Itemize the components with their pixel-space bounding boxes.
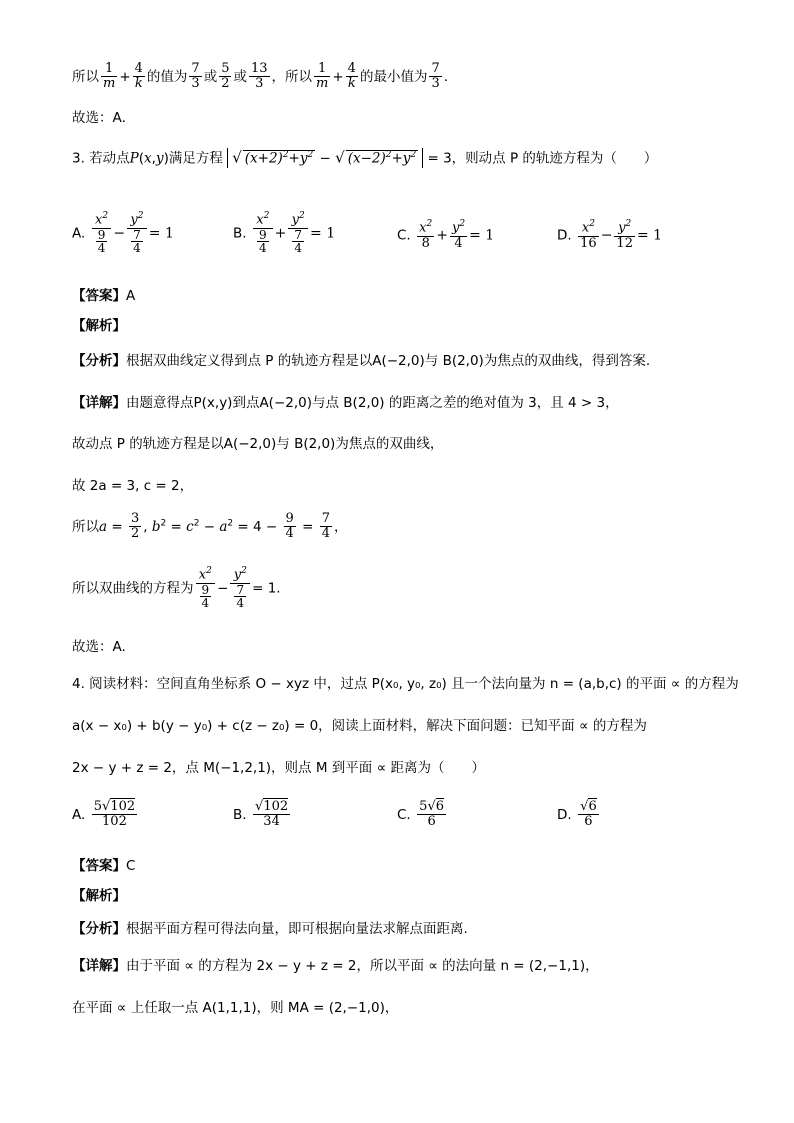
option-4b[interactable]: B. $\frac{√102}{34}$ [233, 799, 289, 830]
option-4d[interactable]: D. $\frac{√6}{6}$ [557, 799, 597, 830]
fenxi-3: 【分析】根据双曲线定义得到点 P 的轨迹方程是以A(−2,0)与 B(2,0)为焦点的双曲线，得到答案. [72, 353, 651, 369]
option-3d[interactable]: D. $\frac{x^2}{16}$ − $\frac{y^2}{12}$ = 1 [557, 219, 663, 251]
xiangjie-3-4: 所以a = $\frac{3}{2}$ , $b^2 = c^2 - a^2 = 4$ − $\frac{9}{4}$ = $\frac{7}{4}$ ， [72, 511, 348, 542]
option-3c[interactable]: C. $\frac{x^2}{8}$ + $\frac{y^2}{4}$ = 1 [397, 219, 495, 251]
option-3b[interactable]: B. $\frac{x^2}{\frac{9}{4}}$ + $\frac{y^2}{\frac{7}{4}}$ = 1 [233, 211, 336, 256]
answer-3-final: 故选：A. [72, 639, 126, 655]
xiangjie-3-3: 故 2a = 3, c = 2， [72, 478, 194, 494]
xiangjie-4-2: 在平面 ∝ 上任取一点 A(1,1,1)，则 MA = (2,−1,0)， [72, 1000, 399, 1016]
xiangjie-4-1: 【详解】由于平面 ∝ 的方程为 2x − y + z = 2，所以平面 ∝ 的法向量 n = (2,−1,1)， [72, 958, 599, 974]
question-4-1: 4. 阅读材料：空间直角坐标系 O − xyz 中，过点 P(x₀, y₀, z₀) 且一个法向量为 n = (a,b,c) 的平面 ∝ 的方程为 [72, 676, 739, 692]
line-min-value: 所以 $\frac{1}{m}$ + $\frac{4}{k}$ 的值为 $\frac{7}{3}$ 或 $\frac{5}{2}$ 或 $\frac{13}{3}$ ，所以 $\frac{1}{m}$ + $\frac{4}{k}$ 的最小值为 $\frac{7}{3}$ . [72, 61, 449, 92]
answer-line-prev: 故选：A． [72, 110, 136, 126]
xiangjie-3-1: 【详解】由题意得点P(x,y)到点A(−2,0)与点 B(2,0) 的距离之差的绝对值为 3，且 4 > 3， [72, 395, 619, 411]
option-3a[interactable]: A. $\frac{x^2}{\frac{9}{4}}$ − $\frac{y^2}{\frac{7}{4}}$ = 1 [72, 211, 174, 256]
fenxi-4: 【分析】根据平面方程可得法向量，即可根据向量法求解点面距离. [72, 921, 468, 937]
option-4c[interactable]: C. $\frac{5√6}{6}$ [397, 799, 445, 830]
xiangjie-3-2: 故动点 P 的轨迹方程是以A(−2,0)与 B(2,0)为焦点的双曲线， [72, 436, 444, 452]
xiangjie-3-5: 所以双曲线的方程为 $\frac{x^2}{\frac{9}{4}}$ − $\frac{y^2}{\frac{7}{4}}$ = 1. [72, 566, 281, 611]
option-4a[interactable]: A. $\frac{5√102}{102}$ [72, 799, 136, 830]
analysis-heading-3: 【解析】 [72, 318, 126, 334]
question-3: 3. 若动点P(x,y)满足方程 √ $(x+2)^2+y^2$ − √ $(x-2)^2+y^2 = 3$，则动点 P 的轨迹方程为（ ） [72, 148, 658, 167]
answer-4: 【答案】C [72, 858, 136, 874]
analysis-heading-4: 【解析】 [72, 888, 126, 904]
question-4-3: 2x − y + z = 2，点 M(−1,2,1)，则点 M 到平面 ∝ 距离为（ ） [72, 760, 486, 776]
question-4-2: a(x − x₀) + b(y − y₀) + c(z − z₀) = 0，阅读上面材料，解决下面问题：已知平面 ∝ 的方程为 [72, 718, 647, 734]
answer-3: 【答案】A [72, 288, 136, 304]
